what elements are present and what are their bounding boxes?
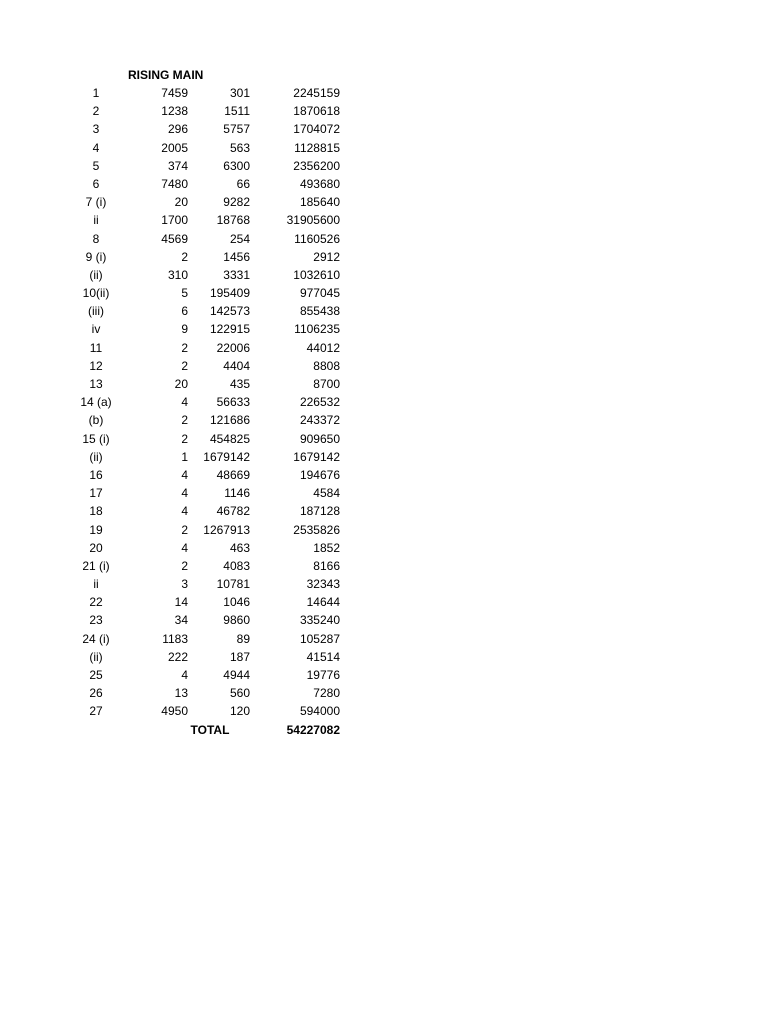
table-row	[0, 248, 400, 266]
table-row	[0, 630, 400, 648]
quantity-cell: 2	[181, 558, 188, 573]
table-row	[0, 430, 400, 448]
rate-cell: 454825	[209, 431, 250, 446]
amount-cell: 194676	[299, 467, 340, 482]
table-row	[0, 266, 400, 284]
quantity-cell: 4950	[161, 704, 188, 719]
quantity-cell: 1183	[162, 631, 188, 646]
table-row	[0, 521, 400, 539]
rate-cell: 122915	[209, 322, 250, 337]
rate-cell: 463	[229, 540, 250, 555]
row-label-cell: 13	[89, 377, 103, 391]
amount-cell: 335240	[299, 613, 340, 628]
quantity-cell: 13	[174, 686, 188, 701]
row-label-cell: ii	[93, 213, 99, 228]
table-row	[0, 284, 400, 302]
table-row	[0, 448, 400, 466]
row-label-cell: (ii)	[89, 449, 103, 464]
quantity-cell: 9	[181, 322, 188, 337]
quantity-cell: 2	[181, 431, 188, 446]
table-row	[0, 211, 400, 229]
table-row	[0, 648, 400, 666]
sheet-title: RISING MAIN	[128, 68, 204, 82]
amount-cell: 2356200	[293, 158, 340, 173]
table-row	[0, 102, 400, 120]
rate-cell: 48669	[216, 467, 250, 482]
row-label-cell: 16	[89, 467, 103, 482]
row-label-cell: 19	[89, 522, 103, 537]
amount-cell: 2912	[313, 249, 340, 264]
rate-cell: 3331	[223, 267, 250, 282]
quantity-cell: 4	[181, 504, 188, 519]
rate-cell: 89	[236, 631, 250, 646]
quantity-cell: 222	[167, 649, 188, 664]
quantity-cell: 1700	[161, 213, 188, 228]
row-label-cell: 6	[92, 176, 100, 191]
amount-cell: 1160526	[294, 231, 340, 246]
amount-cell: 909650	[299, 431, 340, 446]
row-label-cell: (iii)	[88, 304, 104, 319]
rate-cell: 4083	[223, 558, 250, 573]
amount-cell: 243372	[299, 413, 340, 428]
table-row	[0, 557, 400, 575]
quantity-cell: 5	[181, 286, 188, 301]
quantity-cell: 4	[181, 467, 188, 482]
quantity-cell: 4	[181, 395, 188, 410]
amount-cell: 8808	[313, 358, 340, 373]
row-label-cell: 27	[89, 704, 103, 719]
amount-cell: 1852	[313, 540, 340, 555]
quantity-cell: 2	[181, 413, 188, 428]
amount-cell: 2245159	[293, 86, 340, 100]
rate-cell: 18768	[216, 213, 250, 228]
amount-cell: 185640	[299, 195, 340, 210]
amount-cell: 1106235	[294, 322, 340, 337]
quantity-cell: 20	[174, 195, 188, 210]
amount-cell: 8166	[313, 558, 340, 573]
rate-cell: 435	[229, 377, 250, 391]
row-label-cell: 12	[89, 358, 103, 373]
rate-cell: 1146	[224, 486, 250, 501]
quantity-cell: 310	[167, 267, 188, 282]
quantity-cell: 34	[174, 613, 188, 628]
rate-cell: 9282	[223, 195, 250, 210]
row-label-cell: (ii)	[89, 649, 103, 664]
table-row	[0, 411, 400, 429]
amount-cell: 19776	[306, 668, 340, 682]
amount-cell: 1032610	[293, 267, 340, 282]
row-label-cell: 8	[92, 231, 100, 246]
amount-cell: 594000	[299, 704, 340, 719]
rate-cell: 4404	[223, 358, 250, 373]
quantity-cell: 7459	[161, 86, 188, 100]
row-label-cell: 1	[92, 86, 100, 100]
amount-cell: 7280	[313, 686, 340, 701]
table-row	[0, 157, 400, 175]
table-row	[0, 502, 400, 520]
rate-cell: 560	[229, 686, 250, 701]
row-label-cell: 2	[92, 104, 100, 119]
amount-cell: 1704072	[293, 122, 340, 137]
amount-cell: 1679142	[293, 449, 340, 464]
quantity-cell: 1238	[161, 104, 188, 119]
row-label-cell: 14 (a)	[80, 395, 112, 410]
quantity-cell: 2	[181, 358, 188, 373]
row-label-cell: 10(ii)	[82, 286, 110, 301]
table-row	[0, 175, 400, 193]
row-label-cell: 5	[92, 158, 100, 173]
rate-cell: 56633	[216, 395, 250, 410]
table-row	[0, 357, 400, 375]
quantity-cell: 20	[174, 377, 188, 391]
row-label-cell: 3	[92, 122, 100, 137]
data-table	[0, 84, 400, 739]
quantity-cell: 2	[181, 340, 188, 355]
table-row	[0, 84, 400, 102]
total-amount: 54227082	[286, 722, 340, 737]
table-row	[0, 393, 400, 411]
rate-cell: 1046	[223, 595, 250, 610]
row-label-cell: 17	[89, 486, 103, 501]
table-row	[0, 684, 400, 702]
quantity-cell: 3	[181, 577, 188, 592]
amount-cell: 493680	[299, 176, 340, 191]
rate-cell: 1456	[223, 249, 250, 264]
amount-cell: 1128815	[294, 140, 340, 155]
table-row	[0, 302, 400, 320]
amount-cell: 8700	[313, 377, 340, 391]
row-label-cell: ii	[93, 577, 99, 592]
rate-cell: 1679142	[203, 449, 250, 464]
row-label-cell: 21 (i)	[82, 558, 110, 573]
table-row	[0, 193, 400, 211]
table-row	[0, 320, 400, 338]
rate-cell: 121686	[209, 413, 250, 428]
rate-cell: 6300	[223, 158, 250, 173]
rate-cell: 120	[229, 704, 250, 719]
table-row	[0, 466, 400, 484]
row-label-cell: 26	[89, 686, 103, 701]
amount-cell: 2535826	[293, 522, 340, 537]
rate-cell: 187	[229, 649, 250, 664]
table-row	[0, 702, 400, 720]
quantity-cell: 7480	[161, 176, 188, 191]
quantity-cell: 4	[181, 540, 188, 555]
table-row	[0, 120, 400, 138]
rate-cell: 10781	[216, 577, 250, 592]
row-label-cell: iv	[91, 322, 101, 337]
amount-cell: 4584	[313, 486, 340, 501]
amount-cell: 226532	[299, 395, 340, 410]
table-row	[0, 593, 400, 611]
row-label-cell: 4	[92, 140, 100, 155]
rate-cell: 301	[229, 86, 250, 100]
row-label-cell: 15 (i)	[82, 431, 110, 446]
row-label-cell: 25	[89, 668, 103, 682]
quantity-cell: 296	[167, 122, 188, 137]
table-row	[0, 575, 400, 593]
total-label: TOTAL	[190, 722, 230, 737]
row-label-cell: (b)	[88, 413, 104, 428]
table-row	[0, 484, 400, 502]
table-row	[0, 339, 400, 357]
rate-cell: 254	[229, 231, 250, 246]
rate-cell: 563	[229, 140, 250, 155]
rate-cell: 142573	[209, 304, 250, 319]
quantity-cell: 2	[181, 522, 188, 537]
row-label-cell: 7 (i)	[85, 195, 107, 210]
quantity-cell: 14	[174, 595, 188, 610]
quantity-cell: 4569	[161, 231, 188, 246]
rate-cell: 195409	[209, 286, 250, 301]
amount-cell: 855438	[299, 304, 340, 319]
amount-cell: 1870618	[293, 104, 340, 119]
quantity-cell: 374	[167, 158, 188, 173]
quantity-cell: 2005	[161, 140, 188, 155]
row-label-cell: 18	[89, 504, 103, 519]
amount-cell: 44012	[306, 340, 340, 355]
amount-cell: 187128	[299, 504, 340, 519]
quantity-cell: 4	[181, 668, 188, 682]
rate-cell: 46782	[216, 504, 250, 519]
rate-cell: 9860	[223, 613, 250, 628]
amount-cell: 41514	[306, 649, 340, 664]
rate-cell: 1511	[224, 104, 250, 119]
rate-cell: 1267913	[203, 522, 250, 537]
row-label-cell: 20	[89, 540, 103, 555]
quantity-cell: 1	[181, 449, 188, 464]
quantity-cell: 6	[181, 304, 188, 319]
row-label-cell: 22	[89, 595, 103, 610]
table-row	[0, 139, 400, 157]
table-row	[0, 375, 400, 393]
rate-cell: 5757	[223, 122, 250, 137]
table-row	[0, 230, 400, 248]
rate-cell: 66	[236, 176, 250, 191]
amount-cell: 32343	[306, 577, 340, 592]
row-label-cell: 9 (i)	[85, 249, 107, 264]
amount-cell: 31905600	[286, 213, 340, 228]
rate-cell: 4944	[223, 668, 250, 682]
quantity-cell: 4	[181, 486, 188, 501]
total-row	[0, 721, 400, 739]
quantity-cell: 2	[181, 249, 188, 264]
table-row	[0, 539, 400, 557]
row-label-cell: 11	[89, 340, 103, 355]
row-label-cell: (ii)	[89, 267, 103, 282]
table-row	[0, 666, 400, 684]
amount-cell: 105287	[299, 631, 340, 646]
row-label-cell: 24 (i)	[82, 631, 110, 646]
table-row	[0, 611, 400, 629]
row-label-cell: 23	[89, 613, 103, 628]
rate-cell: 22006	[216, 340, 250, 355]
amount-cell: 977045	[299, 286, 340, 301]
amount-cell: 14644	[306, 595, 340, 610]
